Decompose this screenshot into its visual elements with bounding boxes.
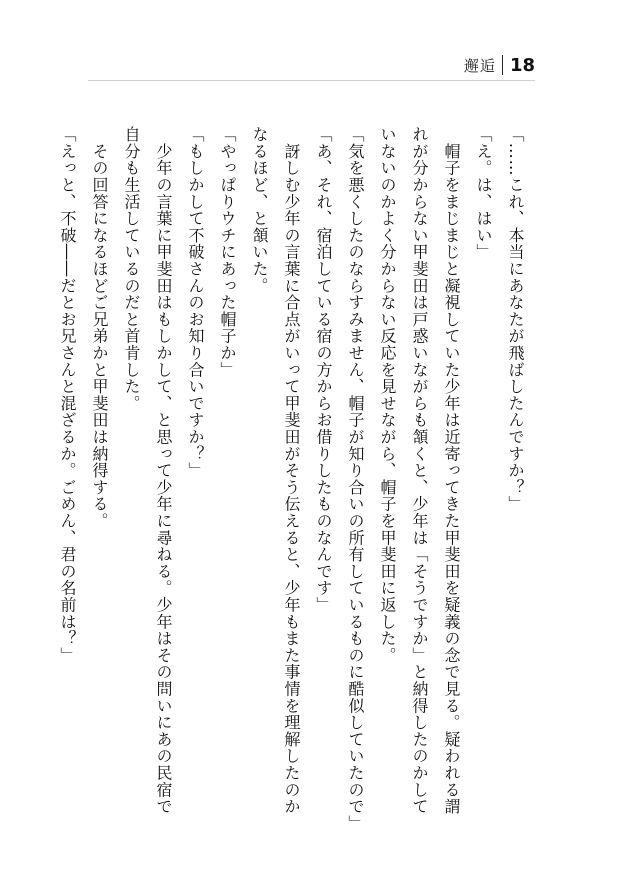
vertical-body-text xyxy=(51,126,531,832)
text-line: 「気を悪くしたのならすみません、帽子が知り合いの所有しているものに酷似していたので」 xyxy=(346,126,365,832)
text-line: 訝しむ少年の言葉に合点がいって甲斐田がそう伝えると、少年もまた事情を理解したのか xyxy=(282,126,301,815)
running-head xyxy=(464,52,535,78)
chapter-title: 邂逅 xyxy=(463,56,496,75)
text-line: その回答になるほどご兄弟かと甲斐田は納得する。 xyxy=(90,126,109,530)
text-line: いないのかよく分からない反応を見せながら、帽子を甲斐田に返した。 xyxy=(378,126,397,664)
text-line: 自分も生活しているのだと首肯した。 xyxy=(122,126,141,412)
header-separator xyxy=(502,55,503,75)
page-number: 18 xyxy=(509,54,535,76)
text-line: れが分からない甲斐田は戸惑いながらも頷くと、少年は「そうですか」と納得したのかして xyxy=(410,126,429,815)
text-line: なるほど、と頷いた。 xyxy=(250,126,269,294)
text-line: 少年の言葉に甲斐田はもしかして、と思って少年に尋ねる。少年はその問いにあの民宿で xyxy=(154,126,173,815)
text-line: 帽子をまじまじと凝視していた少年は近寄ってきた甲斐田を疑義の念で見る。疑われる謂 xyxy=(442,126,461,815)
text-line: 「えっと、不破――だとお兄さんと混ざるか。ごめん、君の名前は？」 xyxy=(58,126,77,664)
text-line: 「やっぱりウチにあった帽子か」 xyxy=(218,126,237,378)
text-line: 「あ、それ、宿泊している宿の方からお借りしたものなんです」 xyxy=(314,126,333,614)
text-line: 「もしかして不破さんのお知り合いですか？」 xyxy=(186,126,205,479)
text-line: 「え。は、はい」 xyxy=(474,126,493,261)
text-line: 「……これ、本当にあなたが飛ばしたんですか？」 xyxy=(506,126,525,513)
header-rule xyxy=(88,80,535,81)
